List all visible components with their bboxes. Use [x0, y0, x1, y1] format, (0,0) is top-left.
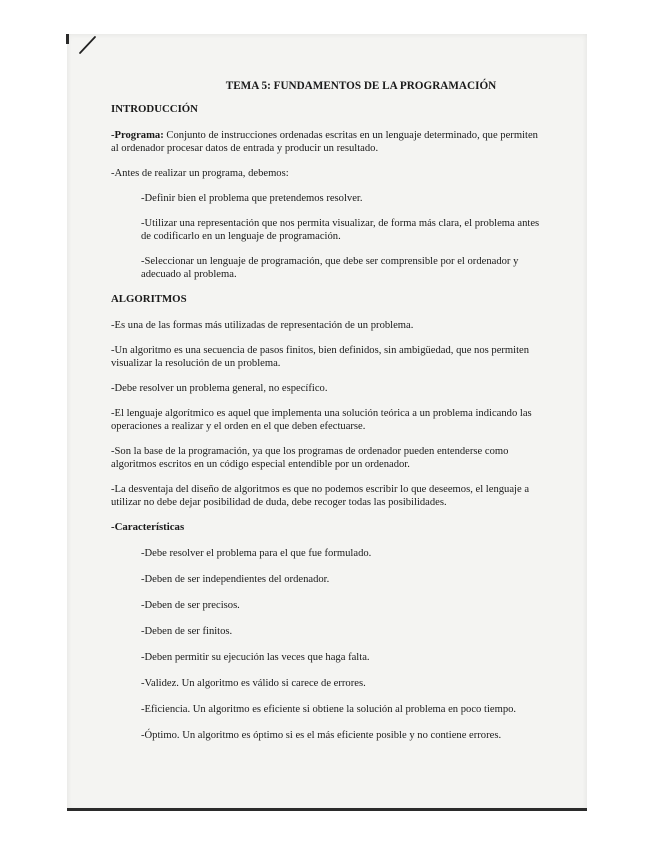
algoritmos-paragraph: -La desventaja del diseño de algoritmos es que no podemos escribir lo que deseemos, el lenguaje a utilizar no debe dejar posibilidad de duda, debe recoger todas las posibilidades.	[111, 484, 530, 508]
list-item: -Deben de ser finitos.	[141, 626, 233, 637]
programa-definition	[111, 129, 541, 155]
page-edge-mark	[66, 34, 69, 44]
section-heading-algoritmos: ALGORITMOS	[111, 293, 187, 305]
programa-text: Conjunto de instrucciones ordenadas escritas en un lenguaje determinado, que permiten al ordenador procesar datos de entrada y producir un resultado.	[111, 130, 538, 154]
pen-stroke-mark	[78, 34, 98, 56]
document-title: TEMA 5: FUNDAMENTOS DE LA PROGRAMACIÓN	[225, 80, 497, 92]
list-item: -Óptimo. Un algoritmo es óptimo si es el más eficiente posible y no contiene errores.	[141, 730, 502, 741]
list-item: -Deben de ser independientes del ordenador.	[141, 574, 330, 585]
document-content	[111, 80, 541, 755]
algoritmos-paragraph: -Debe resolver un problema general, no específico.	[111, 383, 328, 394]
section-heading-introduccion: INTRODUCCIÓN	[111, 103, 198, 115]
algoritmos-paragraph: -El lenguaje algorítmico es aquel que implementa una solución teórica a un problema indicando las operaciones a realizar y el orden en el que deben efectuarse.	[111, 408, 532, 432]
programa-label: -Programa:	[111, 130, 164, 141]
list-item: -Deben permitir su ejecución las veces que haga falta.	[141, 652, 370, 663]
caracteristicas-list	[111, 547, 541, 742]
list-item: -Deben de ser precisos.	[141, 600, 240, 611]
list-item: -Validez. Un algoritmo es válido si carece de errores.	[141, 678, 366, 689]
step-item: -Seleccionar un lenguaje de programación, que debe ser comprensible por el ordenador y adecuado al problema.	[141, 256, 519, 280]
antes-paragraph: -Antes de realizar un programa, debemos:	[111, 168, 289, 179]
step-item: -Utilizar una representación que nos permita visualizar, de forma más clara, el problema antes de codificarlo en un lenguaje de programación.	[141, 218, 540, 242]
page-bottom-edge	[67, 808, 587, 811]
algoritmos-paragraph: -Un algoritmo es una secuencia de pasos finitos, bien definidos, sin ambigüedad, que nos permiten visualizar la resolución de un problema.	[111, 345, 530, 369]
algoritmos-paragraph: -Son la base de la programación, ya que los programas de ordenador pueden entenderse como algoritmos escritos en un código especial entendible por un ordenador.	[111, 446, 509, 470]
list-item: -Debe resolver el problema para el que fue formulado.	[141, 548, 372, 559]
step-item: -Definir bien el problema que pretendemos resolver.	[141, 193, 363, 204]
list-item: -Eficiencia. Un algoritmo es eficiente si obtiene la solución al problema en poco tiempo.	[141, 704, 517, 715]
section-heading-caracteristicas: -Características	[111, 521, 185, 533]
algoritmos-paragraph: -Es una de las formas más utilizadas de representación de un problema.	[111, 320, 414, 331]
